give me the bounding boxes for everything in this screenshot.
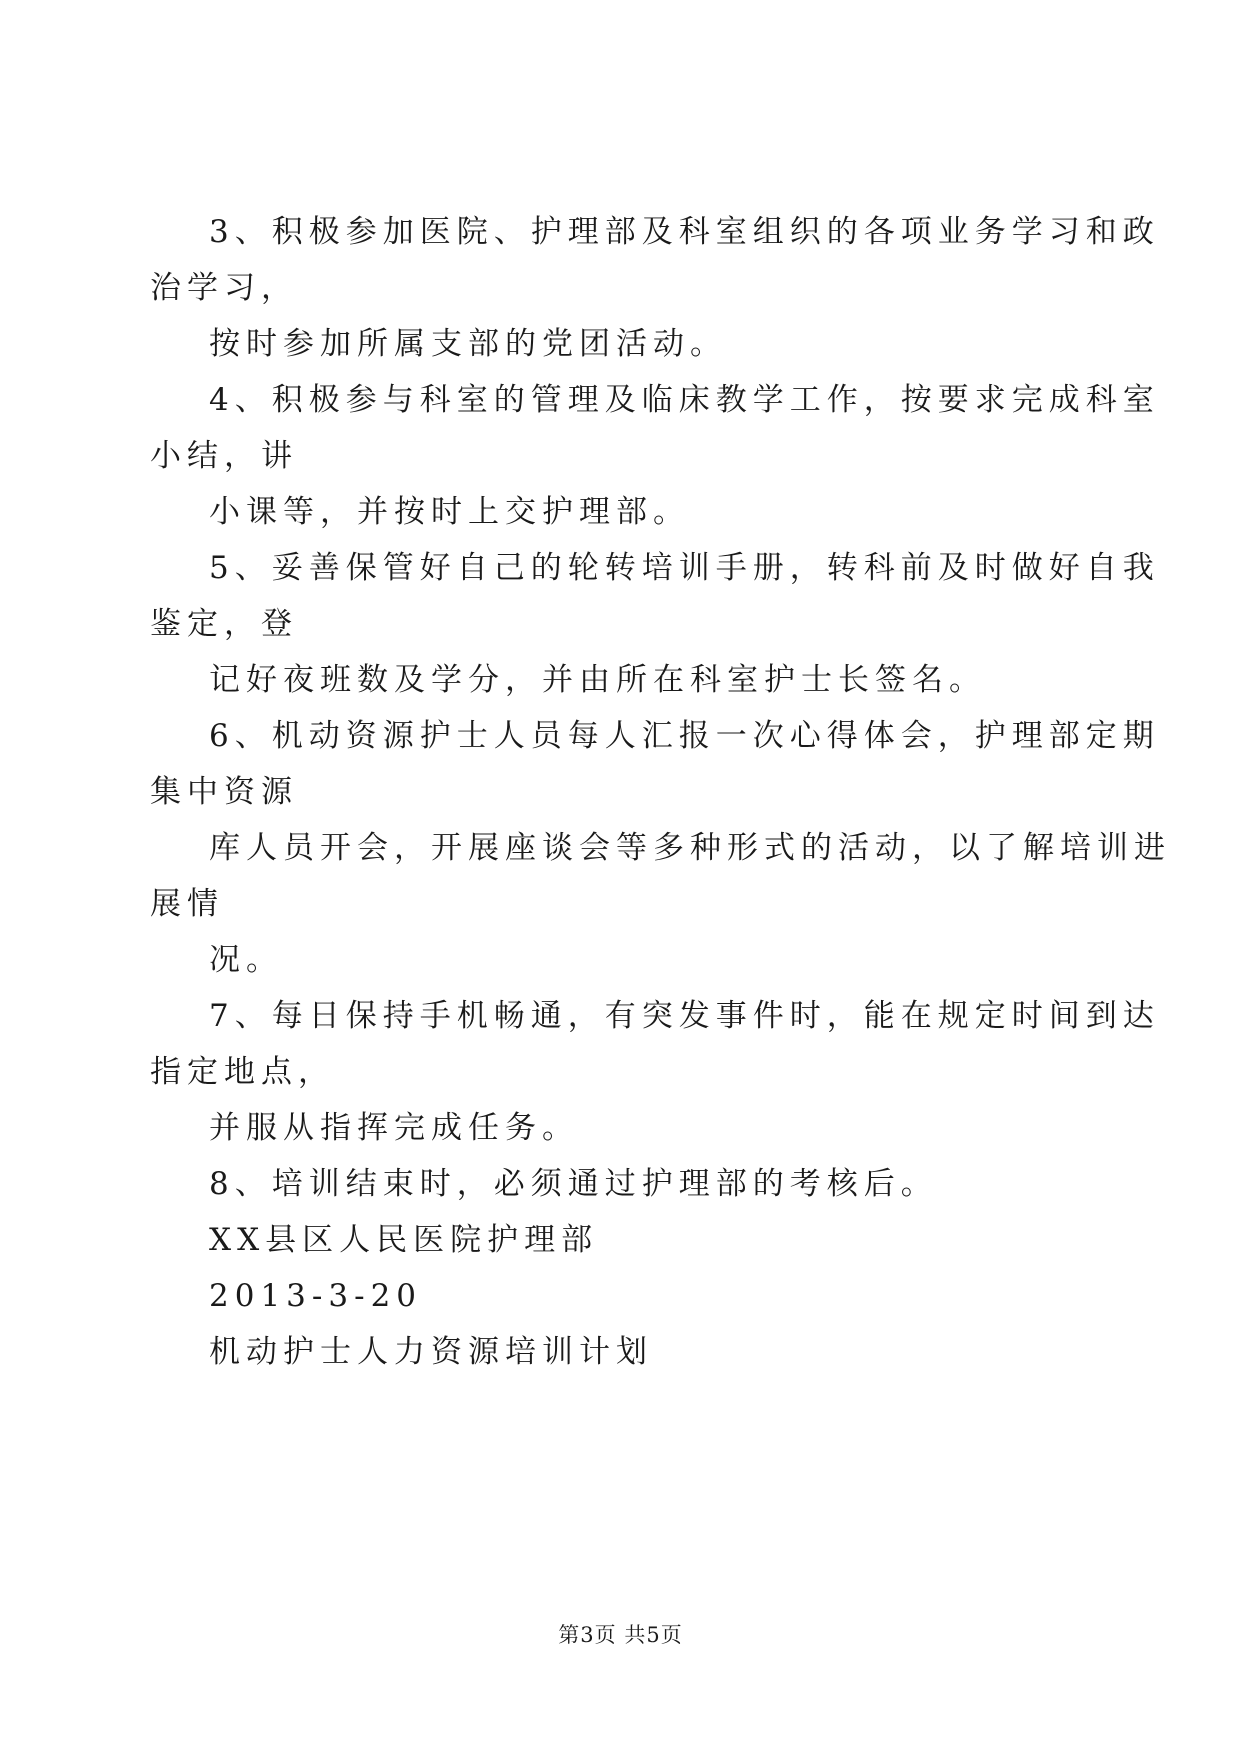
text-line: 况。: [209, 942, 283, 978]
text-line: 库人员开会，开展座谈会等多种形式的活动，以了解培训进: [209, 830, 1171, 866]
text-line: 4、积极参与科室的管理及临床教学工作，按要求完成科室: [209, 382, 1160, 418]
text-line: 记好夜班数及学分，并由所在科室护士长签名。: [209, 662, 986, 698]
text-line: 小结，讲: [150, 438, 298, 474]
next-document-title: 机动护士人力资源培训计划: [209, 1334, 653, 1370]
signature-date: 2013-3-20: [209, 1278, 423, 1314]
text-line: 7、每日保持手机畅通，有突发事件时，能在规定时间到达: [209, 998, 1160, 1034]
text-line: 5、妥善保管好自己的轮转培训手册，转科前及时做好自我: [209, 550, 1160, 586]
text-line: 3、积极参加医院、护理部及科室组织的各项业务学习和政: [209, 214, 1160, 250]
text-line: 按时参加所属支部的党团活动。: [209, 326, 727, 362]
text-line: 小课等，并按时上交护理部。: [209, 494, 690, 530]
text-line: 展情: [150, 886, 224, 922]
text-line: 8、培训结束时，必须通过护理部的考核后。: [209, 1166, 938, 1202]
text-line: 并服从指挥完成任务。: [209, 1110, 579, 1146]
text-line: 集中资源: [150, 774, 298, 810]
signature-department: XX县区人民医院护理部: [209, 1222, 599, 1258]
text-line: 鉴定，登: [150, 606, 298, 642]
text-line: 治学习，: [150, 270, 298, 306]
text-line: 6、机动资源护士人员每人汇报一次心得体会，护理部定期: [209, 718, 1160, 754]
text-line: 指定地点，: [150, 1054, 335, 1090]
page-footer: 第3页 共5页: [558, 1623, 683, 1647]
